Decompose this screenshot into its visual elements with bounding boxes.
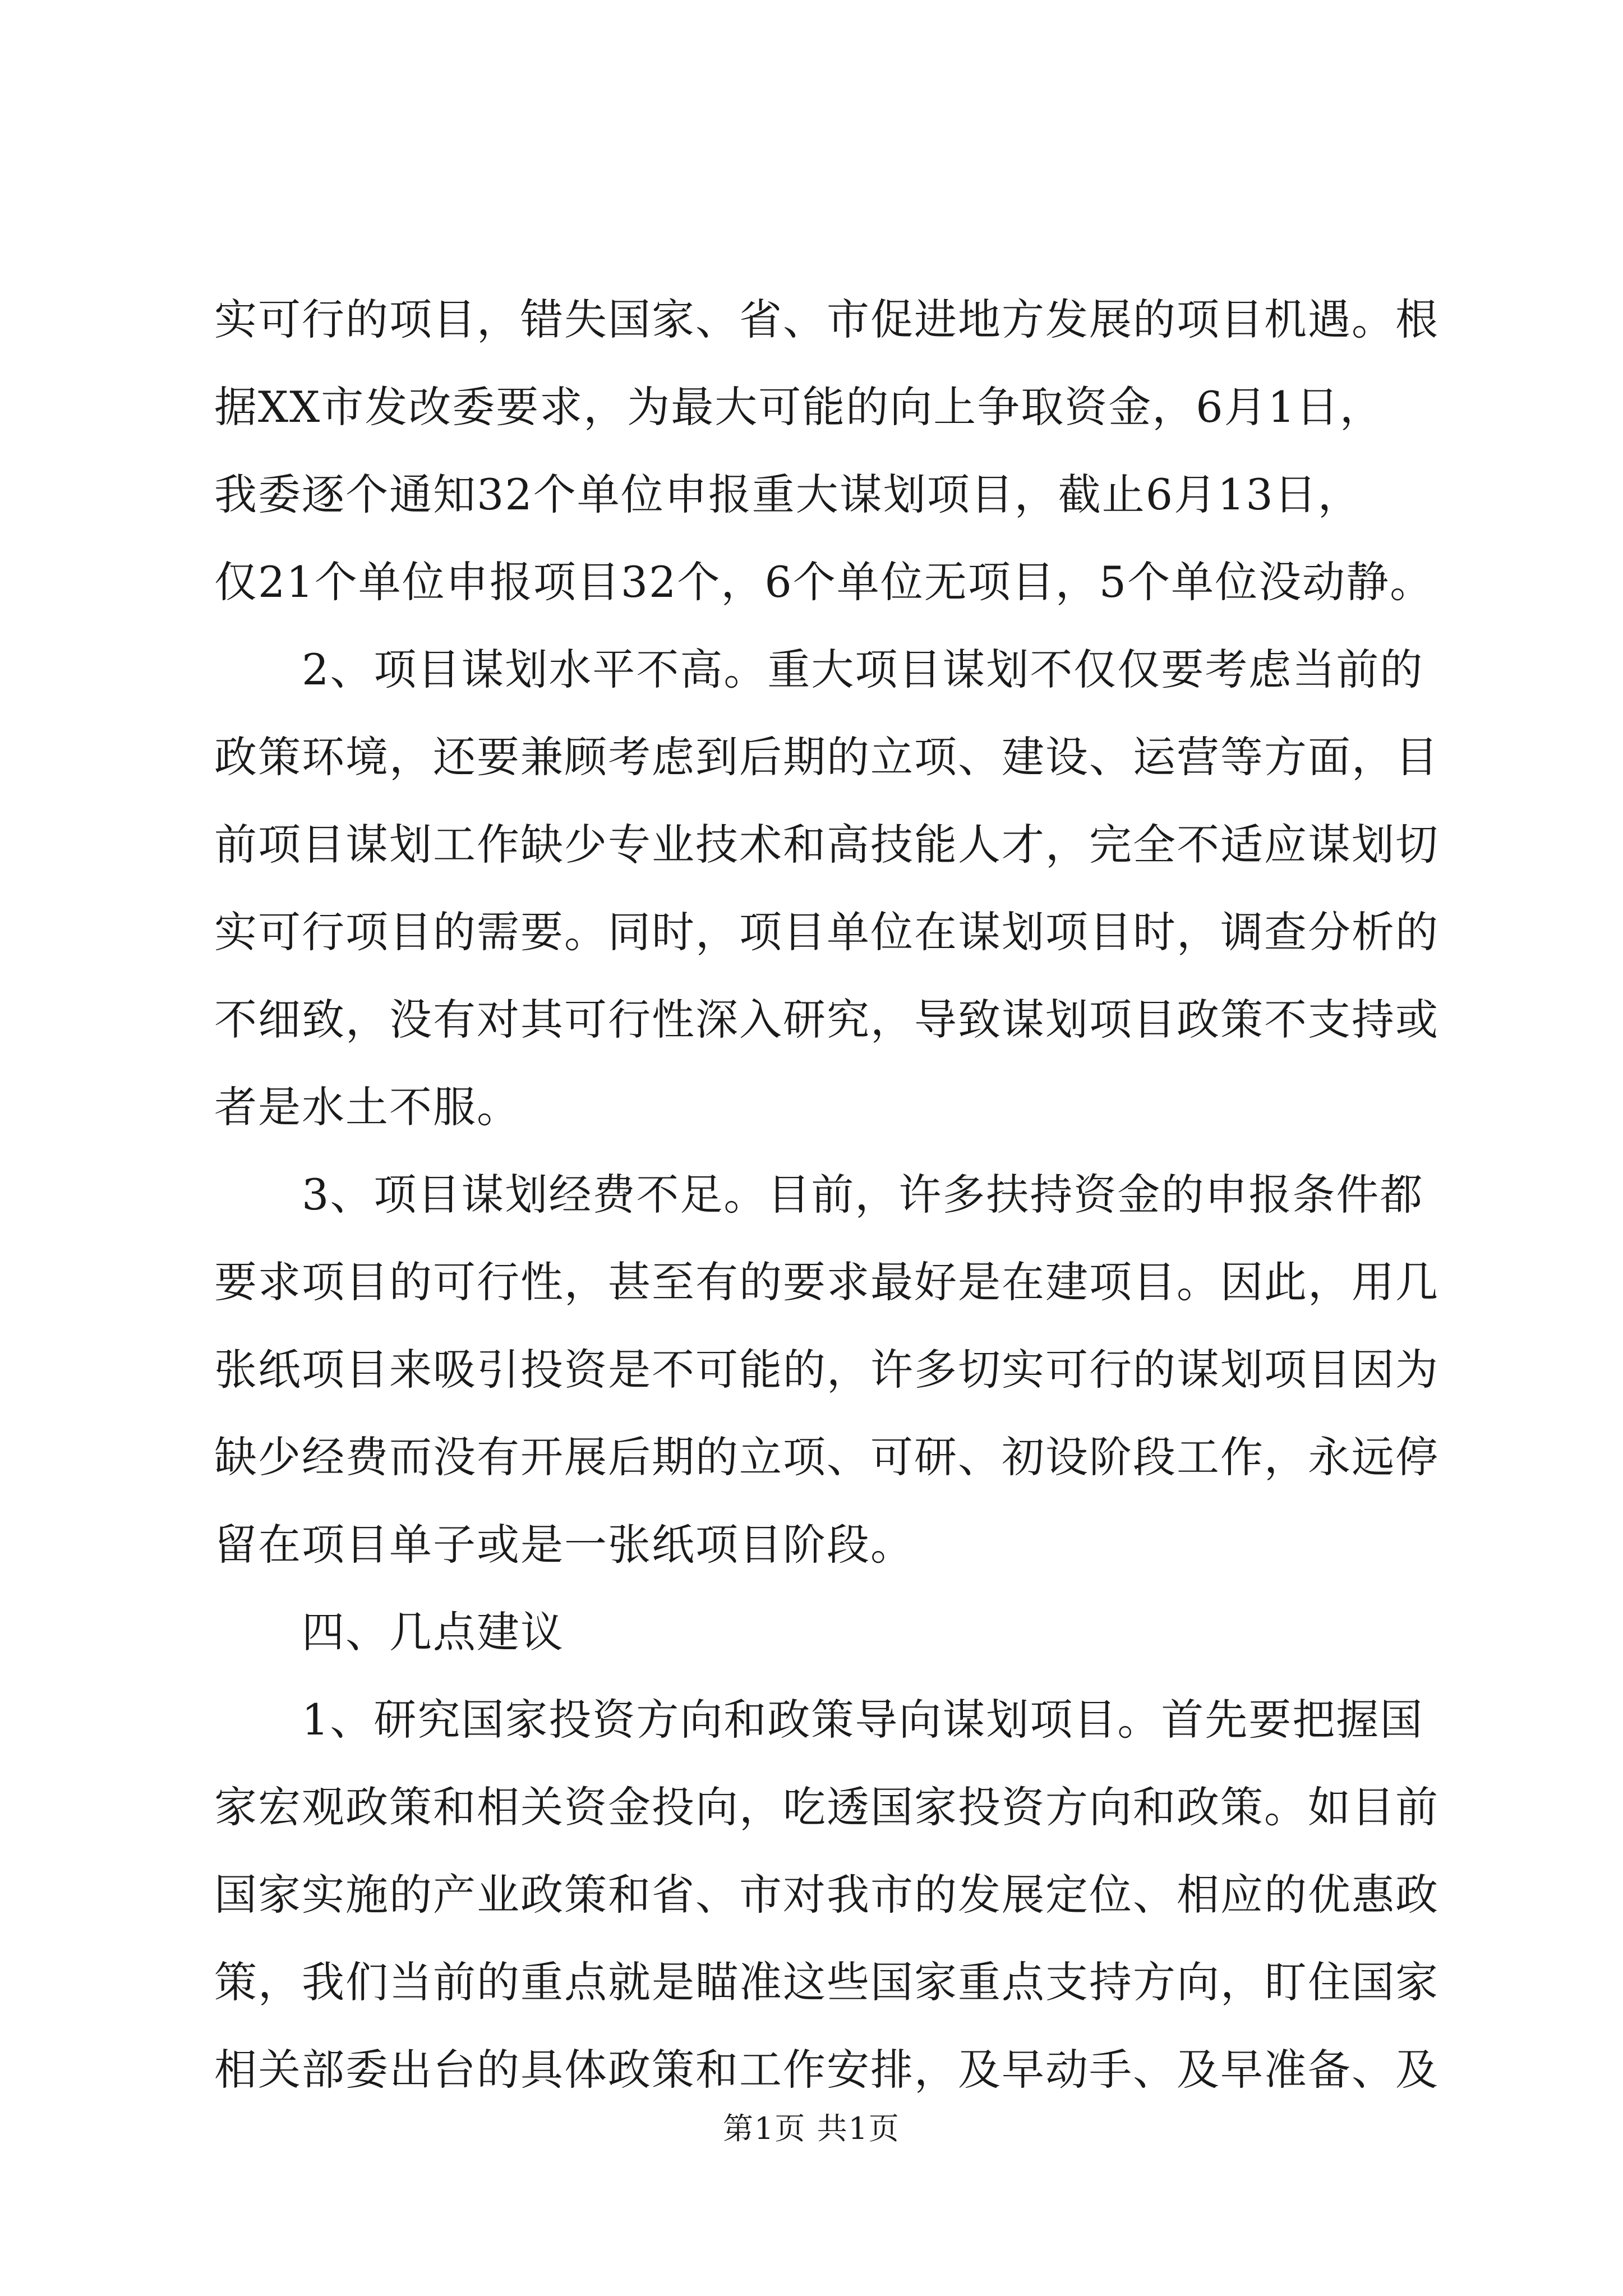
text-line: 前项目谋划工作缺少专业技术和高技能人才，完全不适应谋划切 [214,820,1439,869]
text-line: 不细致，没有对其可行性深入研究，导致谋划项目政策不支持或 [214,995,1439,1045]
page-number-footer: 第1页 共1页 [723,2111,900,2146]
paragraph-start-line: 2、项目谋划水平不高。重大项目谋划不仅仅要考虑当前的 [214,645,1424,694]
paragraph-start-line: 3、项目谋划经费不足。目前，许多扶持资金的申报条件都 [214,1170,1424,1220]
text-line: 缺少经费而没有开展后期的立项、可研、初设阶段工作，永远停 [214,1432,1439,1482]
text-line: 国家实施的产业政策和省、市对我市的发展定位、相应的优惠政 [214,1870,1439,1920]
text-line: 我委逐个通知32个单位申报重大谋划项目，截止6月13日， [214,470,1362,519]
text-line: 实可行项目的需要。同时，项目单位在谋划项目时，调查分析的 [214,907,1439,957]
text-line: 政策环境，还要兼顾考虑到后期的立项、建设、运营等方面，目 [214,732,1439,782]
text-line: 张纸项目来吸引投资是不可能的，许多切实可行的谋划项目因为 [214,1345,1439,1395]
text-line: 实可行的项目，错失国家、省、市促进地方发展的项目机遇。根 [214,295,1439,344]
text-line: 要求项目的可行性，甚至有的要求最好是在建项目。因此，用几 [214,1257,1439,1307]
paragraph-start-line: 1、研究国家投资方向和政策导向谋划项目。首先要把握国 [214,1695,1424,1745]
section-heading: 四、几点建议 [214,1607,564,1657]
text-line: 据XX市发改委要求，为最大可能的向上争取资金，6月1日， [214,382,1384,432]
text-line: 家宏观政策和相关资金投向，吃透国家投资方向和政策。如目前 [214,1782,1439,1832]
text-line: 仅21个单位申报项目32个，6个单位无项目，5个单位没动静。 [214,557,1434,607]
text-line: 相关部委出台的具体政策和工作安排，及早动手、及早准备、及 [214,2045,1439,2095]
text-line: 策，我们当前的重点就是瞄准这些国家重点支持方向，盯住国家 [214,1957,1439,2007]
text-line: 者是水土不服。 [214,1082,520,1132]
text-line: 留在项目单子或是一张纸项目阶段。 [214,1520,914,1570]
